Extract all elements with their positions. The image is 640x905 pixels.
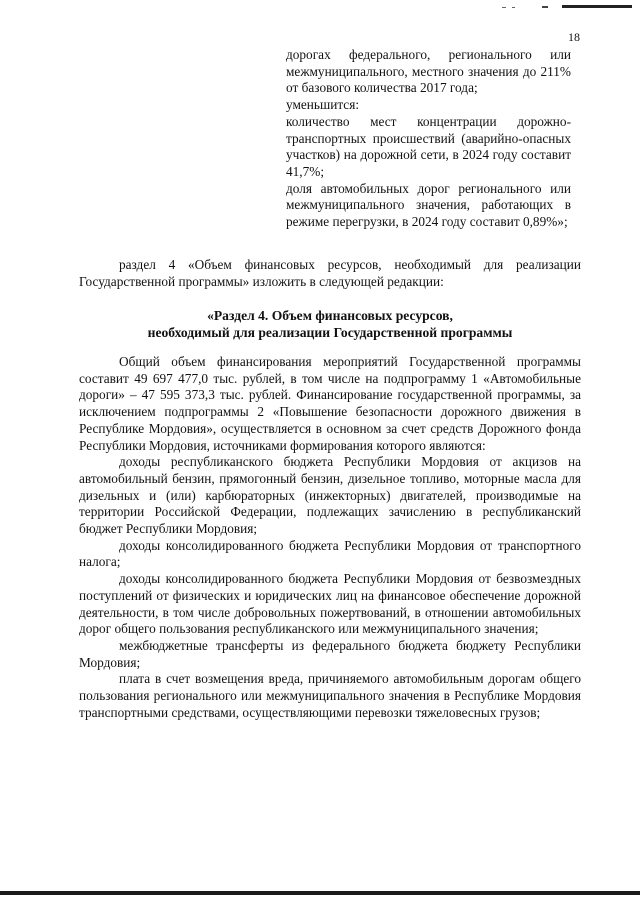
scan-artifact	[502, 4, 632, 10]
paragraph: доходы республиканского бюджета Республики Мордовия от акцизов на автомобильный бензин, прямогонный бензин, дизельное топливо, моторные масла для дизельных и (или) карбюраторных (инжекторных) двигателей, производимые на территории Российской Федерации, подлежащих зачислению в республиканский бюджет Республики Мордовия;	[79, 454, 581, 537]
section-body	[79, 354, 581, 721]
section-heading	[79, 307, 581, 341]
intro-block	[79, 257, 581, 290]
section-heading-line-1: «Раздел 4. Объем финансовых ресурсов,	[207, 308, 453, 323]
scan-bottom-edge	[0, 891, 640, 895]
list-item: количество мест концентрации дорожно-транспортных происшествий (аварийно-опасных участков) на дорожной сети, в 2024 году составит 41,7%;	[286, 113, 571, 179]
paragraph: Общий объем финансирования мероприятий Государственной программы составит 49 697 477,0 тыс. рублей, в том числе на подпрограмму 1 «Автомобильные дороги» – 47 595 373,3 тыс. рублей. Финансирование государственной программы, за исключением подпрограммы 2 «Повышение безопасности дорожного движения в Республике Мордовия», осуществляется в основном за счет средств Дорожного фонда Республики Мордовия, источниками формирования которого являются:	[79, 354, 581, 453]
intro-paragraph: раздел 4 «Объем финансовых ресурсов, необходимый для реализации Государственной программы» изложить в следующей редакции:	[79, 257, 581, 289]
list-item: доля автомобильных дорог регионального или межмуниципального значения, работающих в режиме перегрузки, в 2024 году составит 0,89%»;	[286, 180, 571, 230]
paragraph: плата в счет возмещения вреда, причиняемого автомобильным дорогам общего пользования регионального или межмуниципального значения в Республике Мордовия транспортными средствами, осуществляющими перевозки тяжеловесных грузов;	[79, 671, 581, 720]
page-number: 18	[568, 30, 580, 44]
list-item: уменьшится:	[286, 97, 360, 113]
section-heading-line-2: необходимый для реализации Государственной программы	[147, 325, 513, 340]
list-item: дорогах федерального, регионального или межмуниципального, местного значения до 211% от базового количества 2017 года;	[286, 47, 571, 96]
paragraph: доходы консолидированного бюджета Республики Мордовия от транспортного налога;	[79, 537, 581, 570]
continued-list-column	[286, 47, 571, 231]
paragraph: межбюджетные трансферты из федерального бюджета бюджету Республики Мордовия;	[79, 637, 581, 670]
paragraph: доходы консолидированного бюджета Республики Мордовия от безвозмездных поступлений от физических и юридических лиц на финансовое обеспечение дорожной деятельности, в том числе добровольных пожертвований, в отношении автомобильных дорог общего пользования республиканского или межмуниципального значения;	[79, 571, 581, 637]
